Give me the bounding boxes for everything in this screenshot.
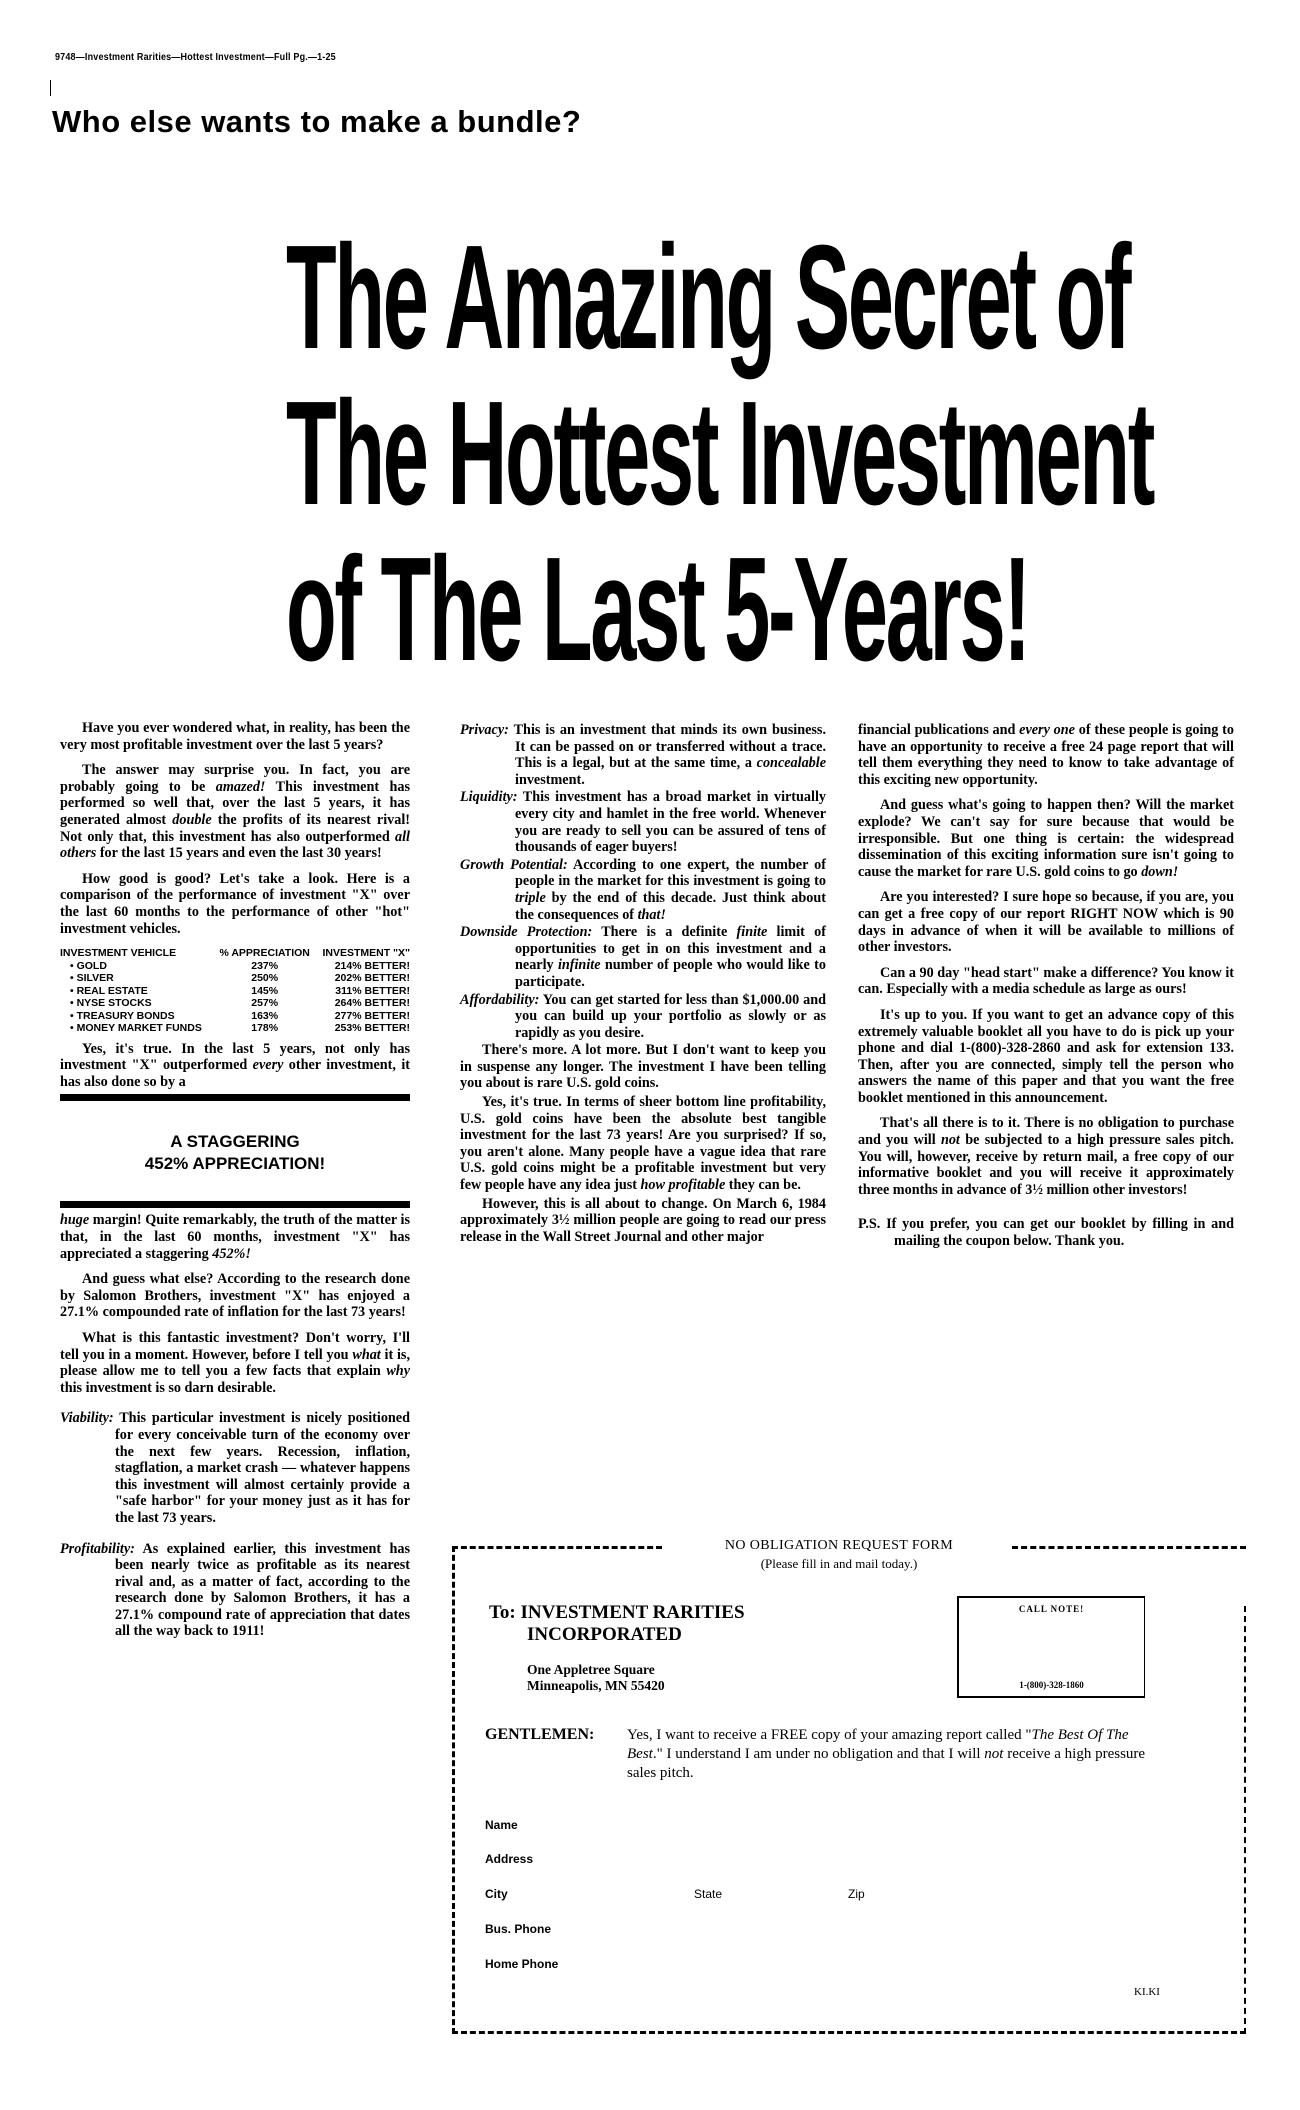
divider-rule (60, 1094, 410, 1101)
state-field[interactable]: State (694, 1887, 723, 1901)
call-note-box: CALL NOTE! 1-(800)-328-1860 (957, 1596, 1145, 1698)
paragraph: And guess what else? According to the research done by Salomon Brothers, investment "X" has enjoyed a 27.1% compounded rate of inflation for the last 73 years! (60, 1271, 410, 1321)
source-code: KI.KI (1134, 1986, 1160, 1998)
paragraph: huge margin! Quite remarkably, the truth of the matter is that, in the last 60 months, investment "X" has appreciated a staggering 452%! (60, 1212, 410, 1262)
body-column-3 (858, 722, 1234, 1251)
table-row: • SILVER 250% 202% BETTER! (70, 972, 410, 985)
paragraph: That's all there is to it. There is no obligation to purchase and you will not be subjected to a high pressure sales pitch. You will, however, receive by return mail, a free copy of our informative booklet and you will receive it approximately three months in advance of 3½ million other investors! (858, 1115, 1234, 1198)
kicker-headline: Who else wants to make a bundle? (52, 104, 582, 139)
coupon-border (1244, 1606, 1246, 2034)
city-field[interactable]: City (485, 1887, 508, 1901)
body-column-1 (60, 720, 410, 1641)
paragraph: How good is good? Let's take a look. Here is a comparison of the performance of investment "X" over the last 60 months to the performance of other "hot" investment vehicles. (60, 870, 410, 937)
table-row: • REAL ESTATE 145% 311% BETTER! (70, 984, 410, 997)
postscript: P.S. If you prefer, you can get our booklet by filling in and mailing the coupon below. Thank you. (858, 1216, 1234, 1250)
home-phone-field[interactable]: Home Phone (485, 1957, 559, 1971)
paragraph: Have you ever wondered what, in reality, has been the very most profitable investment over the last 5 years? (60, 720, 410, 753)
coupon-border (452, 1546, 662, 1549)
request-coupon[interactable] (452, 1538, 1246, 2034)
paragraph: And guess what's going to happen then? Will the market explode? We can't say for sure because that would be irresponsible. But one thing is certain: the widespread dissemination of this exciting information sure isn't going to cause the market for rare U.S. gold coins to go down! (858, 797, 1234, 880)
body-column-2 (460, 722, 826, 1254)
headline-line-2: The Hottest Investment (286, 371, 1154, 536)
recipient-company: To: INVESTMENT RARITIES INCORPORATED (489, 1602, 745, 1645)
table-row: • MONEY MARKET FUNDS 178% 253% BETTER! (70, 1022, 410, 1035)
header-vehicle: INVESTMENT VEHICLE (60, 947, 177, 960)
benefit-downside: Downside Protection: There is a definite finite limit of opportunities to get in on this investment and a nearly infinite number of people who would like to participate. (460, 924, 826, 990)
benefit-viability: Viability: This particular investment is nicely positioned for every conceivable turn of the economy over the next few years. Recession, inflation, stagflation, a market crash — whatever happens this investment will almost certainly provide a "safe harbor" for your money just as it has for the last 73 years. (60, 1410, 410, 1526)
paragraph: What is this fantastic investment? Don't worry, I'll tell you in a moment. However, before I tell you what it is, please allow me to tell you a few facts that explain why this investment is so darn desirable. (60, 1329, 410, 1396)
appreciation-callout: A STAGGERING 452% APPRECIATION! (144, 1132, 326, 1174)
coupon-border (452, 2031, 1246, 2034)
table-row: • TREASURY BONDS 163% 277% BETTER! (70, 1009, 410, 1022)
paragraph: There's more. A lot more. But I don't want to keep you in suspense any longer. The investment I have been telling you about is rare U.S. gold coins. (460, 1042, 826, 1092)
paragraph: Can a 90 day "head start" make a difference? You know it can. Especially with a media schedule as large as ours! (858, 964, 1234, 998)
coupon-subtitle: (Please fill in and mail today.) (760, 1556, 918, 1571)
coupon-border (452, 1546, 455, 2034)
headline-line-1: The Amazing Secret of (286, 215, 1130, 380)
registration-mark (50, 80, 51, 96)
paragraph: The answer may surprise you. In fact, you are probably going to be amazed! This investment has performed so well that, over the last 5 years, it has generated almost double the profits of its nearest rival! Not only that, this investment has also outperformed all others for the last 15 years and even the last 30 years! (60, 762, 410, 862)
performance-table (60, 947, 410, 1035)
benefit-profitability: Profitability: As explained earlier, this investment has been nearly twice as profitable as its nearest rival and, as a matter of fact, according to the research done by Salomon Brothers, it has a 27.1% compound rate of appreciation that dates all the way back to 1911! (60, 1540, 410, 1640)
benefit-growth: Growth Potential: According to one expert, the number of people in the market for this investment is going to triple by the end of this decade. Just think about the consequences of that! (460, 856, 826, 923)
paragraph: However, this is all about to change. On March 6, 1984 approximately 3½ million people are going to read our press release in the Wall Street Journal and other major (460, 1195, 826, 1245)
coupon-border (1012, 1546, 1246, 1549)
table-row: • GOLD 237% 214% BETTER! (70, 959, 410, 972)
paragraph: financial publications and every one of these people is going to have an opportunity to receive a free 24 page report that will tell them everything they need to know to take advantage of this exciting new opportunity. (858, 722, 1234, 788)
benefit-affordability: Affordability: You can get started for less than $1,000.00 and you can build up your portfolio as slowly or as rapidly as you desire. (460, 991, 826, 1041)
table-header-row (60, 947, 410, 960)
paragraph: Yes, it's true. In the last 5 years, not only has investment "X" outperformed every other investment, it has also done so by a (60, 1040, 410, 1090)
job-slug: 9748—Investment Rarities—Hottest Investment—Full Pg.—1-25 (55, 52, 336, 63)
headline-line-3: of The Last 5-Years! (286, 527, 1029, 692)
paragraph: Yes, it's true. In terms of sheer bottom line profitability, U.S. gold coins have been the absolute best tangible investment for the last 73 years! Are you surprised? If so, you aren't alone. Many people have a vague idea that rare U.S. gold coins might be a profitable investment but very few people have any idea just how profitable they can be. (460, 1094, 826, 1194)
request-statement: Yes, I want to receive a FREE copy of your amazing report called "The Best Of The Best." I understand I am under no obligation and that I will not receive a high pressure sales pitch. (627, 1727, 1146, 1781)
business-phone-field[interactable]: Bus. Phone (485, 1922, 552, 1936)
zip-field[interactable]: Zip (848, 1887, 865, 1901)
paragraph: Are you interested? I sure hope so because, if you are, you can get a free copy of our report RIGHT NOW which is 90 days in advance of when it will be available to millions of other investors. (858, 889, 1234, 956)
paragraph: It's up to you. If you want to get an advance copy of this extremely valuable booklet all you have to do is pick up your phone and dial 1-(800)-328-2860 and ask for extension 133. Then, after you are connected, simply tell the person who answers the name of this paper and that you want the free booklet mentioned in this announcement. (858, 1006, 1234, 1106)
table-row: • NYSE STOCKS 257% 264% BETTER! (70, 997, 410, 1010)
header-investment-x: INVESTMENT "X" (322, 947, 410, 960)
header-appreciation: % APPRECIATION (219, 947, 310, 960)
gentlemen-label: GENTLEMEN: (485, 1726, 595, 1743)
address-field[interactable]: Address (485, 1852, 534, 1866)
main-headline (0, 215, 1300, 692)
call-note-phone: 1-(800)-328-1860 (1019, 1680, 1084, 1690)
coupon-title: NO OBLIGATION REQUEST FORM (724, 1538, 954, 1553)
benefit-liquidity: Liquidity: This investment has a broad market in virtually every city and hamlet in the free world. Whenever you are ready to sell you can be assured of tens of thousands of eager buyers! (460, 789, 826, 856)
benefit-privacy: Privacy: This is an investment that minds its own business. It can be passed on or transferred without a trace. This is a legal, but at the same time, a concealable investment. (460, 722, 826, 788)
mailing-address: One Appletree Square Minneapolis, MN 55420 (527, 1662, 665, 1693)
name-field[interactable]: Name (485, 1818, 518, 1832)
divider-rule (60, 1201, 410, 1208)
